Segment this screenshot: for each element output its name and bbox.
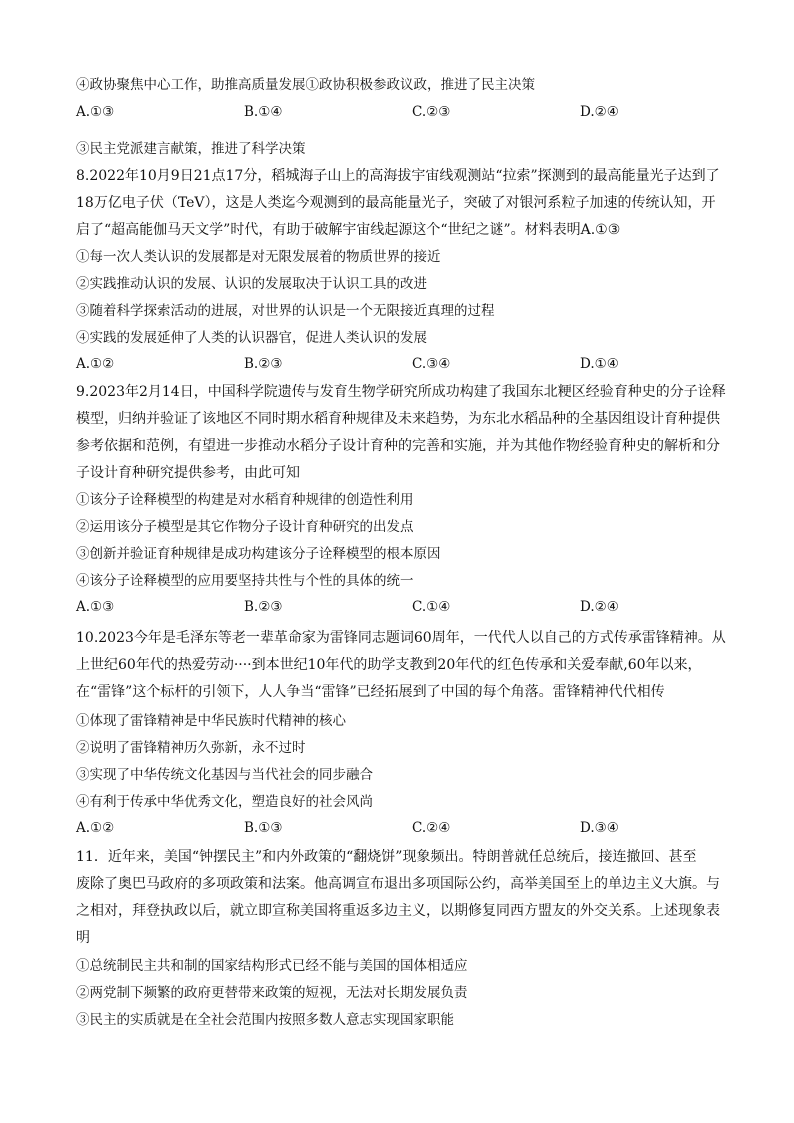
q8-option-c: C.③④ (412, 356, 451, 372)
q9-stem-line-1: 9.2023年2月14日，中国科学院遗传与发育生物学研究所成功构建了我国东北粳区经验育种史的分子诠释 (76, 384, 726, 400)
q7-option-d: D.②④ (580, 104, 619, 120)
q8-option-b: B.②③ (244, 356, 283, 372)
q11-stem-line-2: 废除了奥巴马政府的多项政策和法案。他高调宣布退出多项国际公约，高举美国至上的单边主义大旗。与 (76, 876, 720, 892)
q10-options (76, 820, 726, 838)
q8-item-4: ④实践的发展延伸了人类的认识器官，促进人类认识的发展 (76, 330, 427, 346)
q11-item-2: ②两党制下频繁的政府更替带来政策的短视，无法对长期发展负责 (76, 985, 468, 1001)
q9-stem-line-2: 模型，归纳并验证了该地区不同时期水稻育种规律及未来趋势，为东北水稻品种的全基因组设计育种提供 (76, 411, 720, 427)
q9-item-3: ③创新并验证育种规律是成功构建该分子诠释模型的根本原因 (76, 546, 441, 562)
q7-item-3: ③民主党派建言献策，推进了科学决策 (76, 141, 306, 157)
q10-item-3: ③实现了中华传统文化基因与当代社会的同步融合 (76, 767, 373, 783)
q10-option-c: C.②④ (412, 820, 451, 836)
q7-option-c: C.②③ (412, 104, 451, 120)
q8-item-2: ②实践推动认识的发展、认识的发展取决于认识工具的改进 (76, 276, 427, 292)
q9-option-a: A.①③ (76, 599, 115, 615)
q10-item-1: ①体现了雷锋精神是中华民族时代精神的核心 (76, 713, 346, 729)
q7-option-a: A.①③ (76, 104, 115, 120)
q8-option-d: D.①④ (580, 356, 619, 372)
q10-option-d: D.③④ (580, 820, 619, 836)
q8-item-1: ①每一次人类认识的发展都是对无限发展着的物质世界的接近 (76, 249, 441, 265)
q8-item-3: ③随着科学探索活动的进展，对世界的认识是一个无限接近真理的过程 (76, 303, 495, 319)
q7-option-b: B.①④ (244, 104, 283, 120)
q11-item-1: ①总统制民主共和制的国家结构形式已经不能与美国的国体相适应 (76, 958, 468, 974)
q8-options (76, 356, 726, 374)
q11-stem-line-4: 明 (76, 930, 90, 946)
q9-item-1: ①该分子诠释模型的构建是对水稻育种规律的创造性利用 (76, 492, 414, 508)
q11-stem-line-1: 11．近年来，美国“钟摆民主”和内外政策的“翻烧饼”现象频出。特朗普就任总统后，接连撤回、甚至 (76, 849, 697, 865)
q11-stem-line-3: 之相对，拜登执政以后，就立即宣称美国将重返多边主义，以期修复同西方盟友的外交关系。上述现象表 (76, 903, 720, 919)
q10-item-2: ②说明了雷锋精神历久弥新，永不过时 (76, 740, 306, 756)
q9-item-2: ②运用该分子模型是其它作物分子设计育种研究的出发点 (76, 519, 414, 535)
q9-option-d: D.②④ (580, 599, 619, 615)
q8-stem-line-2: 18万亿电子伏（TeV），这是人类迄今观测到的最高能量光子，突破了对银河系粒子加速的传统认知，开 (76, 195, 716, 211)
q11-item-3: ③民主的实质就是在全社会范围内按照多数人意志实现国家职能 (76, 1012, 454, 1028)
q8-option-a: A.①② (76, 356, 115, 372)
q9-stem-line-3: 参考依据和范例，有望进一步推动水稻分子设计育种的完善和实施，并为其他作物经验育种史的解析和分 (76, 438, 720, 454)
q9-item-4: ④该分子诠释模型的应用要坚持共性与个性的具体的统一 (76, 573, 414, 589)
q10-stem-line-1: 10.2023今年是毛泽东等老一辈革命家为雷锋同志题词60周年，一代代人以自己的方式传承雷锋精神。从 (76, 630, 726, 646)
q8-stem-line-3: 启了“超高能伽马天文学”时代，有助于破解宇宙线起源这个“世纪之谜”。材料表明A.①③ (76, 222, 621, 238)
q9-option-b: B.②③ (244, 599, 283, 615)
q10-stem-line-3: 在“雷锋”这个标杆的引领下，人人争当“雷锋”已经拓展到了中国的每个角落。雷锋精神代代相传 (76, 684, 665, 700)
q10-option-a: A.①② (76, 820, 115, 836)
q10-option-b: B.①③ (244, 820, 283, 836)
q9-stem-line-4: 子设计育种研究提供参考，由此可知 (76, 465, 300, 481)
q7-options (76, 104, 726, 122)
q9-option-c: C.①④ (412, 599, 451, 615)
q9-options (76, 599, 726, 617)
q10-item-4: ④有利于传承中华优秀文化，塑造良好的社会风尚 (76, 794, 373, 810)
q8-stem-line-1: 8.2022年10月9日21点17分，稻城海子山上的高海拔宇宙线观测站“拉索”探测到的最高能量光子达到了 (76, 168, 720, 184)
q7-item-4: ④政协聚焦中心工作，助推高质量发展①政协积极参政议政，推进了民主决策 (76, 77, 535, 93)
q10-stem-line-2: 上世纪60年代的热爱劳动····到本世纪10年代的助学支教到20年代的红色传承和关爱奉献,60年以来， (76, 657, 702, 673)
